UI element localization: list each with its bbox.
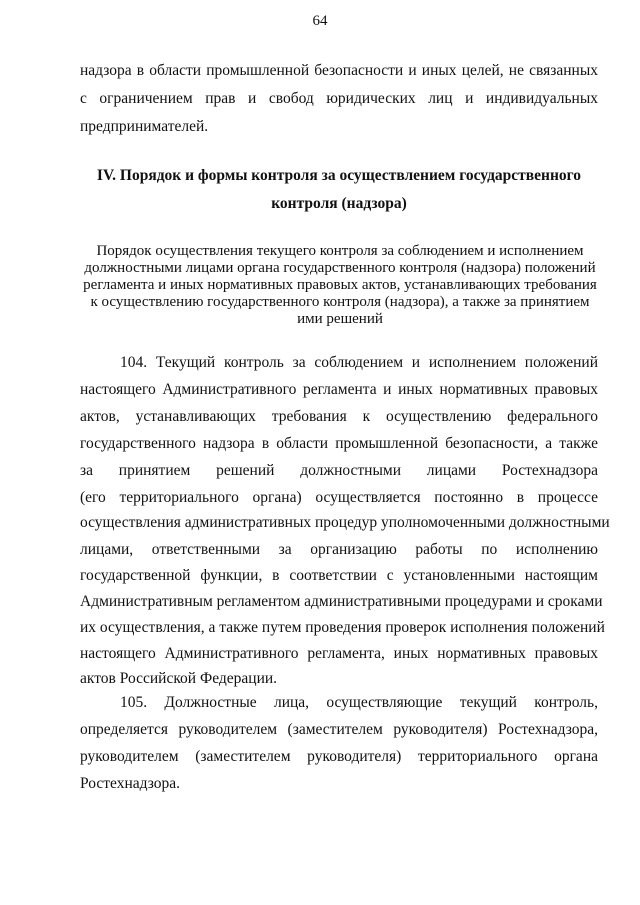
paragraph-104-line-12: настоящего Административного регламента, иных нормативных правовых xyxy=(80,645,598,662)
paragraph-104-line-11: их осуществления, а также путем проведения проверок исполнения положений xyxy=(80,619,605,636)
paragraph-104-line-1: 104. Текущий контроль за соблюдением и исполнением положений xyxy=(120,354,598,371)
paragraph-104-line-10: Административным регламентом административными процедурами и сроками xyxy=(80,593,603,610)
paragraph-105-line-1: 105. Должностные лица, осуществляющие текущий контроль, xyxy=(120,694,598,711)
paragraph-104-line-7: осуществления административных процедур уполномоченными должностными xyxy=(80,514,610,531)
paragraph-105-line-4: Ростехнадзора. xyxy=(80,775,180,792)
intro-line-3: предпринимателей. xyxy=(80,118,209,135)
intro-line-1: надзора в области промышленной безопасности и иных целей, не связанных xyxy=(80,62,598,79)
subheading-line-5: ими решений xyxy=(297,311,383,327)
page-number: 64 xyxy=(312,13,328,29)
paragraph-104-line-6: (его территориального органа) осуществляется постоянно в процессе xyxy=(80,489,598,506)
paragraph-104-line-9: государственной функции, в соответствии с установленными настоящим xyxy=(80,567,598,584)
paragraph-104-line-2: настоящего Административного регламента и иных нормативных правовых xyxy=(80,381,598,398)
paragraph-104-line-8: лицами, ответственными за организацию работы по исполнению xyxy=(80,541,598,558)
section-heading-line-1: IV. Порядок и формы контроля за осуществлением государственного xyxy=(96,167,582,184)
paragraph-104-line-3: актов, устанавливающих требования к осуществлению федерального xyxy=(80,408,598,425)
subheading-line-2: должностными лицами органа государственного контроля (надзора) положений xyxy=(84,260,596,276)
paragraph-104-line-4: государственного надзора в области промышленной безопасности, а также xyxy=(80,435,598,452)
section-heading-line-2: контроля (надзора) xyxy=(271,195,407,212)
paragraph-105-line-2: определяется руководителем (заместителем руководителя) Ростехнадзора, xyxy=(80,721,598,738)
paragraph-105-line-3: руководителем (заместителем руководителя) территориального органа xyxy=(80,748,598,765)
subheading-line-3: регламента и иных нормативных правовых актов, устанавливающих требования xyxy=(83,277,597,293)
paragraph-104-line-13: актов Российской Федерации. xyxy=(80,670,278,687)
paragraph-104-line-5: за принятием решений должностными лицами Ростехнадзора xyxy=(80,462,598,479)
subheading-line-4: к осуществлению государственного контроля (надзора), а также за принятием xyxy=(90,294,590,310)
subheading-line-1: Порядок осуществления текущего контроля за соблюдением и исполнением xyxy=(96,243,584,259)
intro-line-2: с ограничением прав и свобод юридических лиц и индивидуальных xyxy=(80,90,598,107)
